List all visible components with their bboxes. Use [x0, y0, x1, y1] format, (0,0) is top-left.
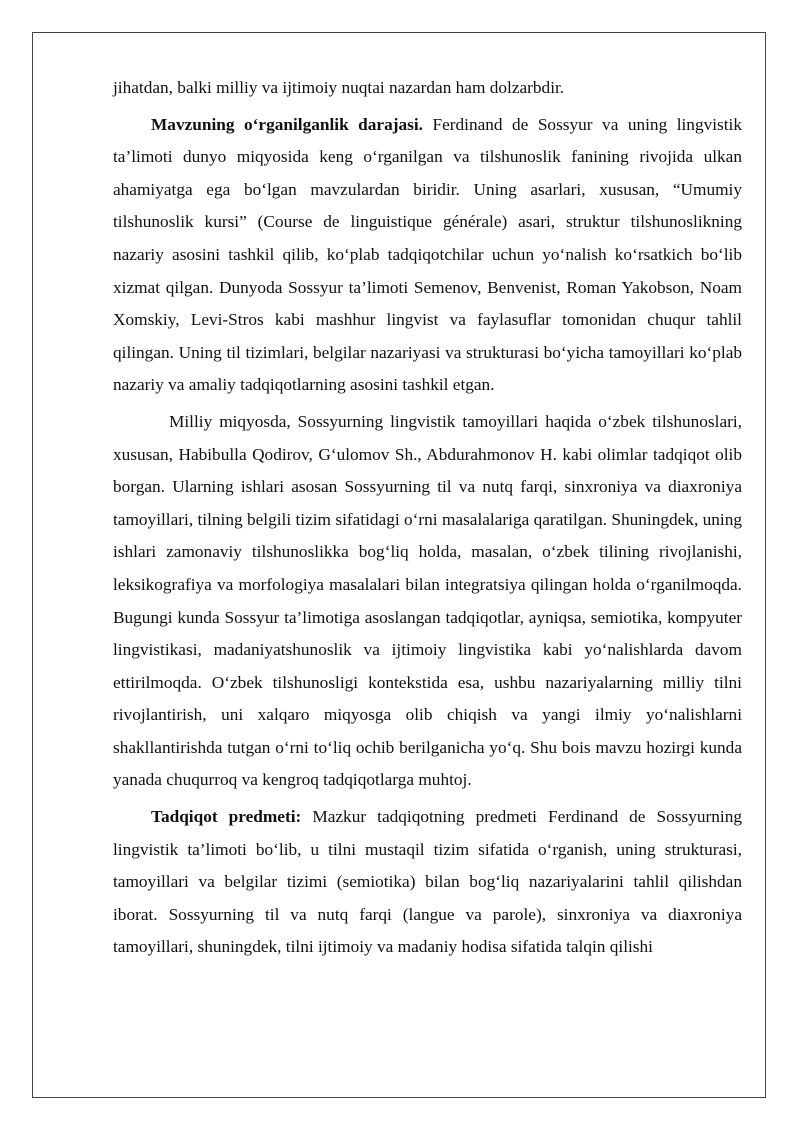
section-heading-research-subject: Tadqiqot predmeti:	[151, 807, 302, 827]
paragraph-continuation: jihatdan, balki milliy va ijtimoiy nuqtai nazardan ham dolzarbdir.	[113, 78, 565, 97]
section-heading-study-level: Mavzuning o‘rganilganlik darajasi.	[151, 114, 423, 134]
paragraph-study-level	[113, 109, 742, 402]
document-body	[113, 72, 742, 968]
paragraph-research-subject	[113, 801, 742, 964]
paragraph-text: Mazkur tadqiqotning predmeti Ferdinand de Sossyurning lingvistik ta’limoti bo‘lib, u tilni mustaqil tizim sifatida o‘rganish, uning strukturasi, tamoyillari va belgilar tizimi (semiotika) bilan bog‘liq nazariyalarini tahlil qilishdan iborat. Sossyurning til va nutq farqi (langue va parole), sinxroniya va diaxroniya tamoyillari, shuningdek, tilni ijtimoiy va madaniy hodisa sifatida talqin qilishi	[113, 807, 742, 957]
paragraph-national-scale: Milliy miqyosda, Sossyurning lingvistik tamoyillari haqida o‘zbek tilshunoslari, xususan, Habibulla Qodirov, G‘ulomov Sh., Abdurahmonov H. kabi olimlar tadqiqot olib borgan. Ularning ishlari asosan Sossyurning til va nutq farqi, sinxroniya va diaxroniya tamoyillari, tilning belgili tizim sifatidagi o‘rni masalalariga qaratilgan. Shuningdek, uning ishlari zamonaviy tilshunoslikka bog‘liq holda, masalan, o‘zbek tilining rivojlanishi, leksikografiya va morfologiya masalalari bilan integratsiya qilingan holda o‘rganilmoqda. Bugungi kunda Sossyur ta’limotiga asoslangan tadqiqotlar, ayniqsa, semiotika, kompyuter lingvistikasi, madaniyatshunoslik va ijtimoiy lingvistika kabi yo‘nalishlarda davom ettirilmoqda. O‘zbek tilshunosligi kontekstida esa, ushbu nazariyalarning milliy tilni rivojlantirish, uni xalqaro miqyosga olib chiqish va yangi ilmiy yo‘nalishlarni shakllantirishda tutgan o‘rni to‘liq ochib berilganicha yo‘q. Shu bois mavzu hozirgi kunda yanada chuqurroq va kengroq tadqiqotlarga muhtoj.	[113, 411, 742, 790]
paragraph-text: Ferdinand de Sossyur va uning lingvistik ta’limoti dunyo miqyosida keng o‘rganilgan va tilshunoslik fanining rivojida ulkan ahamiyatga ega bo‘lgan mavzulardan biridir. Uning asarlari, xususan, “Umumiy tilshunoslik kursi” (Course de linguistique générale) asari, struktur tilshunoslikning nazariy asosini tashkil qilib, ko‘plab tadqiqotchilar uchun yo‘nalish ko‘rsatkich bo‘lib xizmat qilgan. Dunyoda Sossyur ta’limoti Semenov, Benvenist, Roman Yakobson, Noam Xomskiy, Levi-Stros kabi mashhur lingvist va faylasuflar tomonidan chuqur tahlil qilingan. Uning til tizimlari, belgilar nazariyasi va strukturasi bo‘yicha tamoyillari ko‘plab nazariy va amaliy tadqiqotlarning asosini tashkil etgan.	[113, 114, 742, 395]
